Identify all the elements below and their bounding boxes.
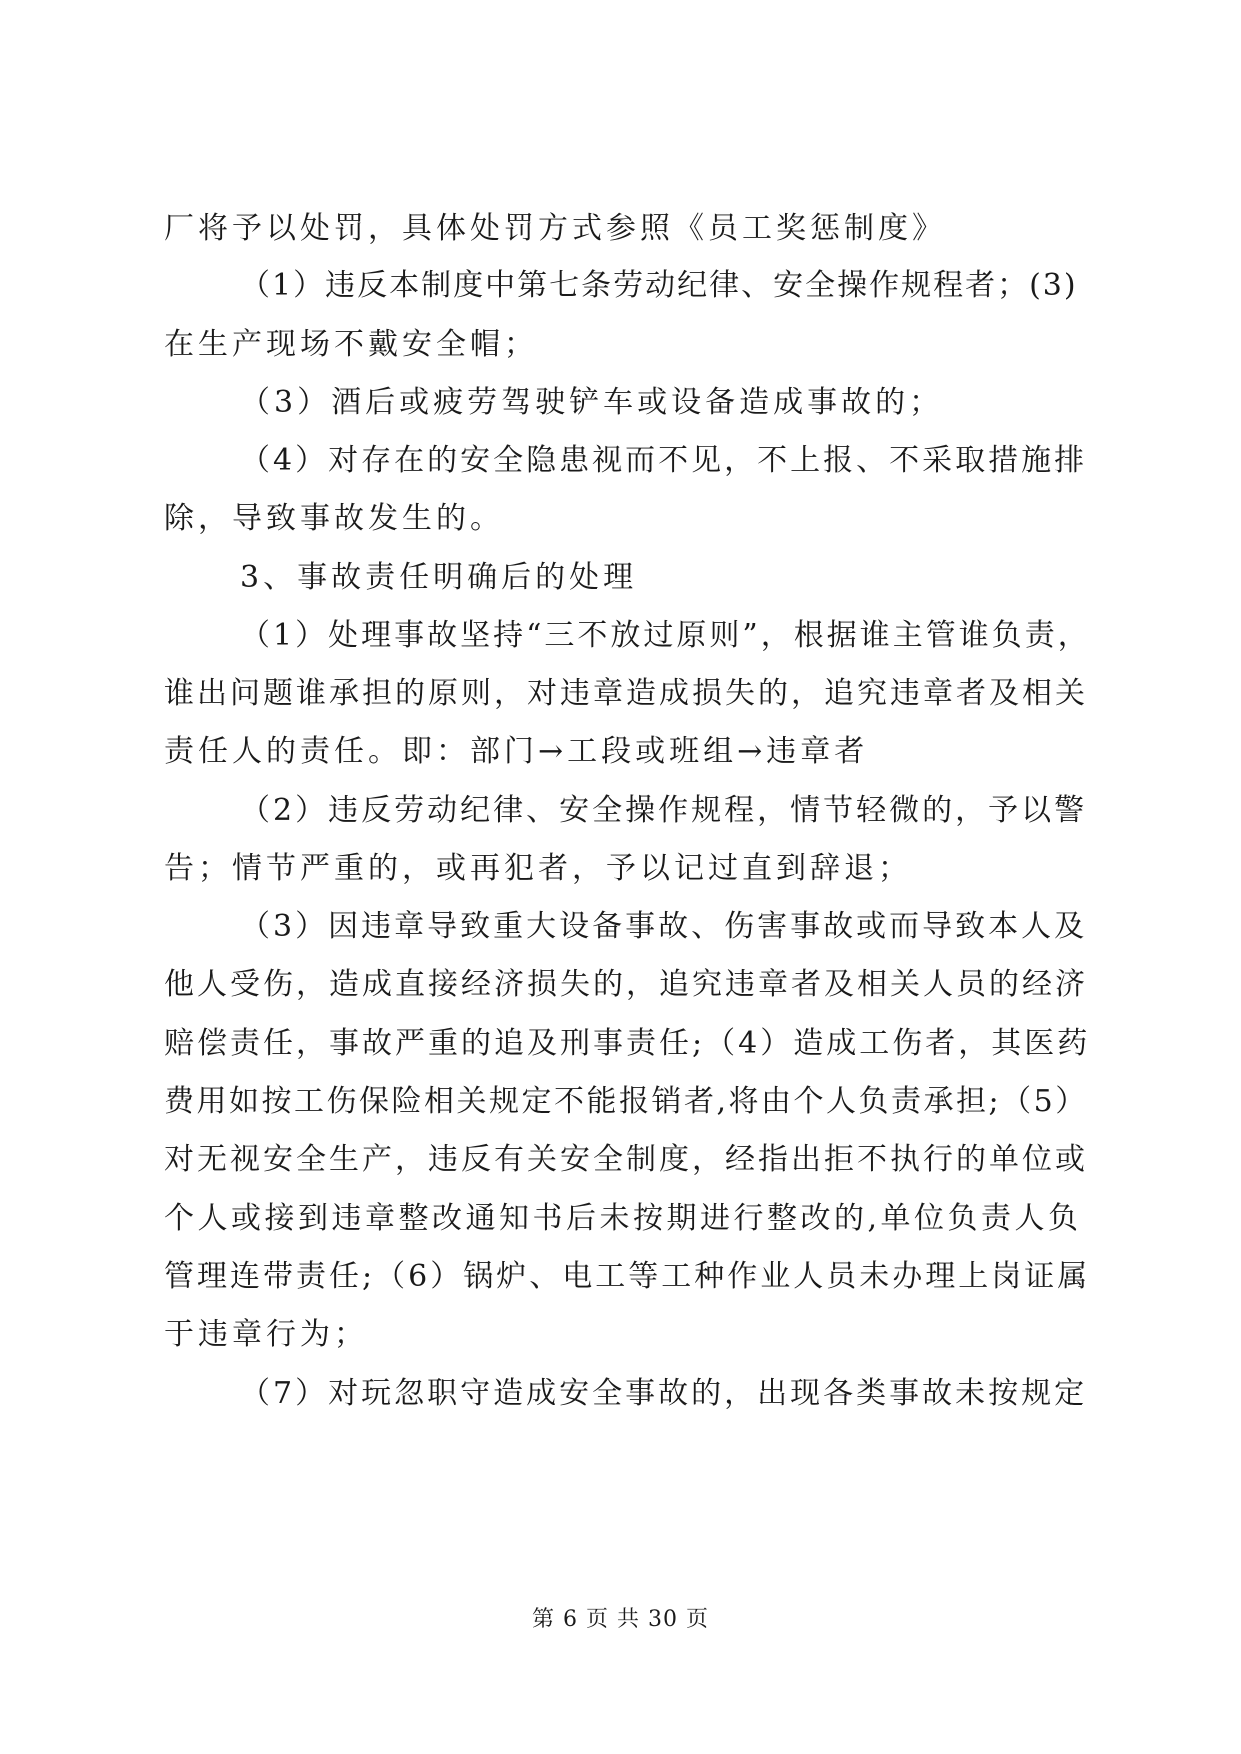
section-heading: 3、事故责任明确后的处理	[240, 560, 638, 595]
text-line: 对无视安全生产，违反有关安全制度，经指出拒不执行的单位或	[164, 1142, 1088, 1177]
text-line: 赔偿责任，事故严重的追及刑事责任;（4）造成工伤者，其医药	[164, 1026, 1091, 1061]
text-line: 于违章行为；	[164, 1317, 368, 1352]
text-line: （1）处理事故坚持“三不放过原则”，根据谁主管谁负责，	[240, 618, 1091, 653]
text-line: 责任人的责任。即：部门→工段或班组→违章者	[164, 734, 869, 769]
text-line: （3）酒后或疲劳驾驶铲车或设备造成事故的；	[240, 385, 944, 420]
text-line: 谁出问题谁承担的原则，对违章造成损失的，追究违章者及相关	[164, 676, 1088, 711]
text-line: 除，导致事故发生的。	[164, 501, 504, 536]
text-line: （3）因违章导致重大设备事故、伤害事故或而导致本人及	[240, 909, 1088, 944]
text-line: 他人受伤，造成直接经济损失的，追究违章者及相关人员的经济	[164, 967, 1088, 1002]
text-line: 费用如按工伤保险相关规定不能报销者,将由个人负责承担;（5）	[164, 1084, 1088, 1119]
text-line: 管理连带责任;（6）锅炉、电工等工种作业人员未办理上岗证属	[164, 1259, 1091, 1294]
text-line: （2）违反劳动纪律、安全操作规程，情节轻微的，予以警	[240, 793, 1088, 828]
text-line: 厂将予以处罚，具体处罚方式参照《员工奖惩制度》	[164, 211, 946, 246]
text-line: 告；情节严重的，或再犯者，予以记过直到辞退；	[164, 851, 912, 886]
page-number-footer: 第 6 页 共 30 页	[532, 1607, 709, 1632]
text-line: 在生产现场不戴安全帽；	[164, 327, 538, 362]
text-line: （7）对玩忽职守造成安全事故的，出现各类事故未按规定	[240, 1376, 1088, 1411]
text-line: 个人或接到违章整改通知书后未按期进行整改的,单位负责人负	[164, 1201, 1082, 1236]
text-line: （4）对存在的安全隐患视而不见，不上报、不采取措施排	[240, 443, 1088, 478]
text-line: （1）违反本制度中第七条劳动纪律、安全操作规程者；(3)	[240, 268, 1078, 303]
